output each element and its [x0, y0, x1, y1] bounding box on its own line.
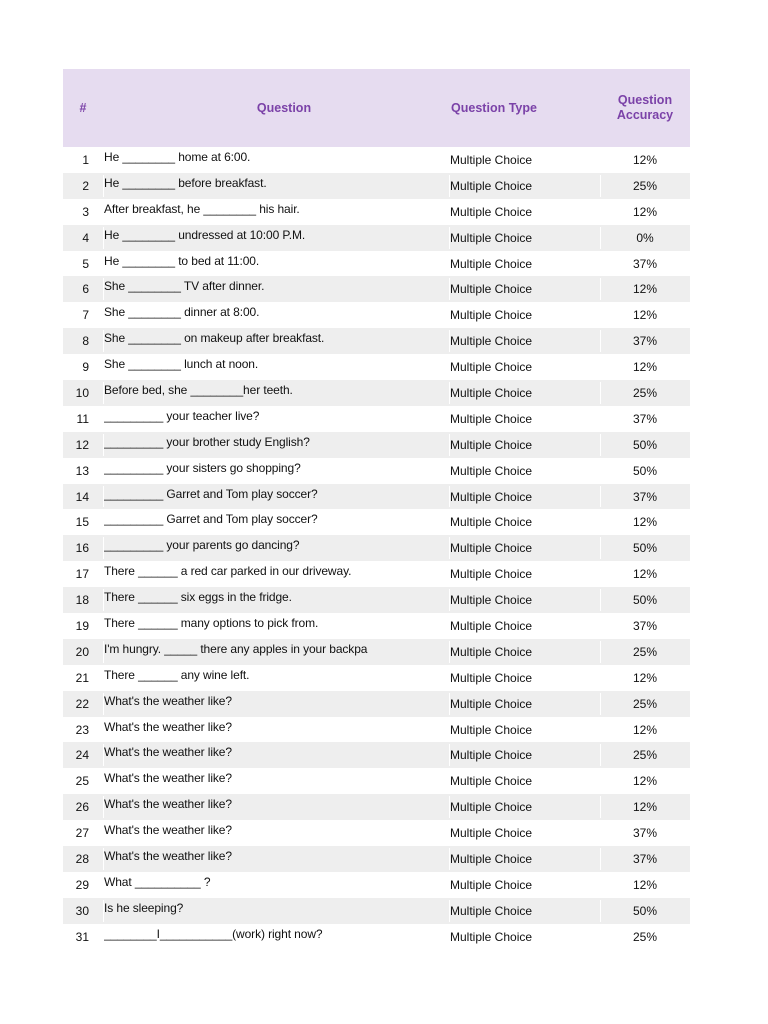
row-question-type: Multiple Choice [450, 230, 533, 245]
row-question-type: Multiple Choice [450, 696, 533, 711]
row-question-type: Multiple Choice [450, 204, 533, 219]
row-accuracy: 25% [632, 696, 658, 711]
row-accuracy: 37% [632, 489, 658, 504]
row-question: She ________ dinner at 8:00. [104, 305, 260, 320]
row-number: 31 [75, 929, 89, 944]
column-divider [449, 744, 450, 766]
column-divider [449, 511, 450, 533]
row-number: 8 [82, 334, 89, 349]
row-question-type: Multiple Choice [450, 618, 533, 633]
column-divider [449, 589, 450, 611]
row-question-type: Multiple Choice [450, 360, 533, 375]
row-number: 9 [82, 360, 89, 375]
row-accuracy: 0% [636, 230, 654, 245]
row-question: What's the weather like? [104, 797, 232, 812]
column-divider [449, 537, 450, 559]
row-accuracy: 12% [632, 360, 658, 375]
column-divider [449, 874, 450, 896]
row-question: She ________ lunch at noon. [104, 357, 259, 372]
row-question: He ________ before breakfast. [104, 175, 267, 190]
row-question-type: Multiple Choice [450, 567, 533, 582]
column-divider [103, 511, 104, 533]
row-number: 17 [75, 567, 89, 582]
row-number: 4 [82, 230, 89, 245]
row-number: 14 [75, 489, 89, 504]
row-question: Before bed, she ________her teeth. [104, 382, 293, 397]
row-question-type: Multiple Choice [450, 644, 533, 659]
column-divider [600, 511, 601, 533]
row-accuracy: 12% [632, 152, 658, 167]
row-number: 16 [75, 541, 89, 556]
row-accuracy: 50% [632, 463, 658, 478]
column-divider [600, 382, 601, 404]
row-question: _________ Garret and Tom play soccer? [104, 512, 318, 527]
column-divider [600, 822, 601, 844]
column-divider [600, 149, 601, 171]
row-question: He ________ to bed at 11:00. [104, 253, 260, 268]
column-divider [600, 563, 601, 585]
row-question: There ______ six eggs in the fridge. [104, 590, 292, 605]
row-accuracy: 12% [632, 204, 658, 219]
column-divider [449, 201, 450, 223]
column-divider [449, 719, 450, 741]
column-divider [449, 460, 450, 482]
row-accuracy: 37% [632, 618, 658, 633]
row-accuracy: 25% [632, 644, 658, 659]
column-divider [449, 486, 450, 508]
column-divider [600, 486, 601, 508]
row-number: 27 [75, 826, 89, 841]
column-divider [600, 744, 601, 766]
column-divider [449, 356, 450, 378]
column-divider [600, 693, 601, 715]
row-number: 3 [82, 204, 89, 219]
header-question: Question [256, 100, 312, 115]
column-divider [103, 149, 104, 171]
row-accuracy: 12% [632, 774, 658, 789]
column-divider [600, 667, 601, 689]
row-question: What's the weather like? [104, 745, 232, 760]
row-accuracy: 37% [632, 826, 658, 841]
column-divider [103, 382, 104, 404]
row-question-type: Multiple Choice [450, 593, 533, 608]
column-divider [103, 563, 104, 585]
column-divider [449, 900, 450, 922]
column-divider [600, 253, 601, 275]
row-number: 29 [75, 877, 89, 892]
row-question-type: Multiple Choice [450, 463, 533, 478]
row-question: _________ Garret and Tom play soccer? [104, 486, 318, 501]
table-row [63, 924, 690, 950]
row-number: 11 [76, 411, 89, 426]
column-divider [449, 278, 450, 300]
column-divider [449, 330, 450, 352]
column-divider [449, 149, 450, 171]
row-number: 23 [75, 722, 89, 737]
row-accuracy: 50% [632, 437, 658, 452]
column-divider [600, 460, 601, 482]
column-divider [103, 408, 104, 430]
row-question: _________ your parents go dancing? [104, 538, 300, 553]
row-question: After breakfast, he ________ his hair. [104, 201, 300, 216]
row-question-type: Multiple Choice [450, 385, 533, 400]
row-question: _________ your sisters go shopping? [104, 460, 301, 475]
column-divider [103, 693, 104, 715]
row-number: 2 [82, 178, 89, 193]
row-number: 13 [75, 463, 89, 478]
column-divider [449, 693, 450, 715]
column-divider [103, 356, 104, 378]
row-question-type: Multiple Choice [450, 722, 533, 737]
column-divider [449, 770, 450, 792]
column-divider [600, 227, 601, 249]
row-question-type: Multiple Choice [450, 489, 533, 504]
column-divider [449, 822, 450, 844]
row-question-type: Multiple Choice [450, 800, 533, 815]
row-question: He ________ home at 6:00. [104, 149, 251, 164]
column-divider [103, 460, 104, 482]
row-accuracy: 50% [632, 593, 658, 608]
row-question-type: Multiple Choice [450, 178, 533, 193]
row-question-type: Multiple Choice [450, 308, 533, 323]
row-accuracy: 37% [632, 334, 658, 349]
row-accuracy: 37% [632, 411, 658, 426]
column-divider [600, 434, 601, 456]
row-accuracy: 50% [632, 903, 658, 918]
row-number: 12 [75, 437, 89, 452]
column-divider [103, 486, 104, 508]
row-number: 28 [75, 851, 89, 866]
column-divider [103, 796, 104, 818]
column-divider [103, 227, 104, 249]
column-divider [449, 848, 450, 870]
column-divider [103, 900, 104, 922]
row-question-type: Multiple Choice [450, 152, 533, 167]
row-question: She ________ on makeup after breakfast. [104, 331, 325, 346]
column-divider [449, 926, 450, 948]
row-question-type: Multiple Choice [450, 929, 533, 944]
row-question: _________ your teacher live? [104, 408, 260, 423]
table-header [63, 69, 690, 147]
question-accuracy-table [63, 69, 690, 950]
column-divider [600, 278, 601, 300]
column-divider [449, 382, 450, 404]
column-divider [600, 589, 601, 611]
row-accuracy: 37% [632, 256, 658, 271]
column-divider [600, 796, 601, 818]
column-divider [103, 822, 104, 844]
row-question-type: Multiple Choice [450, 670, 533, 685]
row-question: Is he sleeping? [104, 900, 184, 915]
column-divider [103, 615, 104, 637]
row-number: 30 [75, 903, 89, 918]
row-question-type: Multiple Choice [450, 437, 533, 452]
column-divider [600, 201, 601, 223]
row-question-type: Multiple Choice [450, 541, 533, 556]
row-number: 5 [82, 256, 89, 271]
row-accuracy: 25% [632, 929, 658, 944]
column-divider [103, 926, 104, 948]
row-number: 19 [75, 618, 89, 633]
column-divider [103, 278, 104, 300]
row-question: There ______ a red car parked in our driveway. [104, 564, 352, 579]
column-divider [600, 874, 601, 896]
row-question-type: Multiple Choice [450, 851, 533, 866]
column-divider [449, 563, 450, 585]
column-divider [600, 537, 601, 559]
header-question-accuracy [601, 69, 689, 147]
column-divider [449, 304, 450, 326]
row-number: 15 [75, 515, 89, 530]
row-question: What's the weather like? [104, 719, 232, 734]
column-divider [103, 253, 104, 275]
row-accuracy: 12% [632, 670, 658, 685]
row-number: 22 [75, 696, 89, 711]
row-number: 10 [75, 385, 89, 400]
column-divider [103, 770, 104, 792]
row-question-type: Multiple Choice [450, 826, 533, 841]
row-accuracy: 50% [632, 541, 658, 556]
column-divider [600, 408, 601, 430]
row-accuracy: 12% [632, 800, 658, 815]
column-divider [600, 330, 601, 352]
row-question-type: Multiple Choice [450, 411, 533, 426]
header-question-type: Question Type [451, 100, 537, 115]
row-accuracy: 25% [632, 178, 658, 193]
column-divider [449, 641, 450, 663]
row-question-type: Multiple Choice [450, 515, 533, 530]
row-number: 7 [82, 308, 89, 323]
row-question: What's the weather like? [104, 823, 232, 838]
column-divider [449, 227, 450, 249]
row-question: There ______ any wine left. [104, 667, 250, 682]
column-divider [600, 175, 601, 197]
column-divider [449, 434, 450, 456]
row-question-type: Multiple Choice [450, 256, 533, 271]
row-accuracy: 12% [632, 282, 658, 297]
column-divider [449, 796, 450, 818]
column-divider [103, 434, 104, 456]
column-divider [449, 175, 450, 197]
row-accuracy: 12% [632, 722, 658, 737]
column-divider [600, 304, 601, 326]
row-accuracy: 37% [632, 851, 658, 866]
row-question: What's the weather like? [104, 693, 232, 708]
row-number: 1 [82, 152, 89, 167]
row-question: There ______ many options to pick from. [104, 615, 319, 630]
column-divider [600, 356, 601, 378]
row-question-type: Multiple Choice [450, 774, 533, 789]
row-number: 6 [82, 282, 89, 297]
row-question: I'm hungry. _____ there any apples in your backpa [104, 641, 368, 656]
row-question: He ________ undressed at 10:00 P.M. [104, 227, 306, 242]
row-question: She ________ TV after dinner. [104, 279, 265, 294]
row-accuracy: 12% [632, 515, 658, 530]
column-divider [103, 304, 104, 326]
row-question: _________ your brother study English? [104, 434, 310, 449]
column-divider [600, 900, 601, 922]
column-divider [103, 175, 104, 197]
column-divider [600, 641, 601, 663]
row-accuracy: 12% [632, 877, 658, 892]
row-number: 21 [75, 670, 89, 685]
row-number: 24 [75, 748, 89, 763]
row-question: ________I___________(work) right now? [104, 926, 323, 941]
row-question-type: Multiple Choice [450, 748, 533, 763]
table-body [63, 147, 690, 950]
column-divider [449, 253, 450, 275]
column-divider [600, 926, 601, 948]
column-divider [600, 848, 601, 870]
row-question-type: Multiple Choice [450, 282, 533, 297]
column-divider [103, 719, 104, 741]
column-divider [449, 615, 450, 637]
column-divider [103, 641, 104, 663]
row-question-type: Multiple Choice [450, 903, 533, 918]
row-number: 18 [75, 593, 89, 608]
column-divider [103, 537, 104, 559]
column-divider [103, 848, 104, 870]
row-accuracy: 25% [632, 748, 658, 763]
column-divider [103, 330, 104, 352]
header-accuracy-line1: Question [617, 93, 673, 107]
row-question-type: Multiple Choice [450, 877, 533, 892]
header-accuracy-line2: Accuracy [616, 108, 674, 122]
row-accuracy: 12% [632, 308, 658, 323]
header-number: # [79, 100, 87, 115]
row-question-type: Multiple Choice [450, 334, 533, 349]
column-divider [600, 615, 601, 637]
column-divider [103, 589, 104, 611]
column-divider [600, 770, 601, 792]
row-accuracy: 12% [632, 567, 658, 582]
row-question: What's the weather like? [104, 848, 232, 863]
column-divider [103, 201, 104, 223]
column-divider [449, 667, 450, 689]
row-accuracy: 25% [632, 385, 658, 400]
row-number: 26 [75, 800, 89, 815]
column-divider [103, 874, 104, 896]
column-divider [103, 667, 104, 689]
column-divider [449, 408, 450, 430]
row-question: What __________ ? [104, 874, 211, 889]
row-number: 20 [75, 644, 89, 659]
column-divider [103, 744, 104, 766]
column-divider [600, 719, 601, 741]
row-number: 25 [75, 774, 89, 789]
row-question: What's the weather like? [104, 771, 232, 786]
